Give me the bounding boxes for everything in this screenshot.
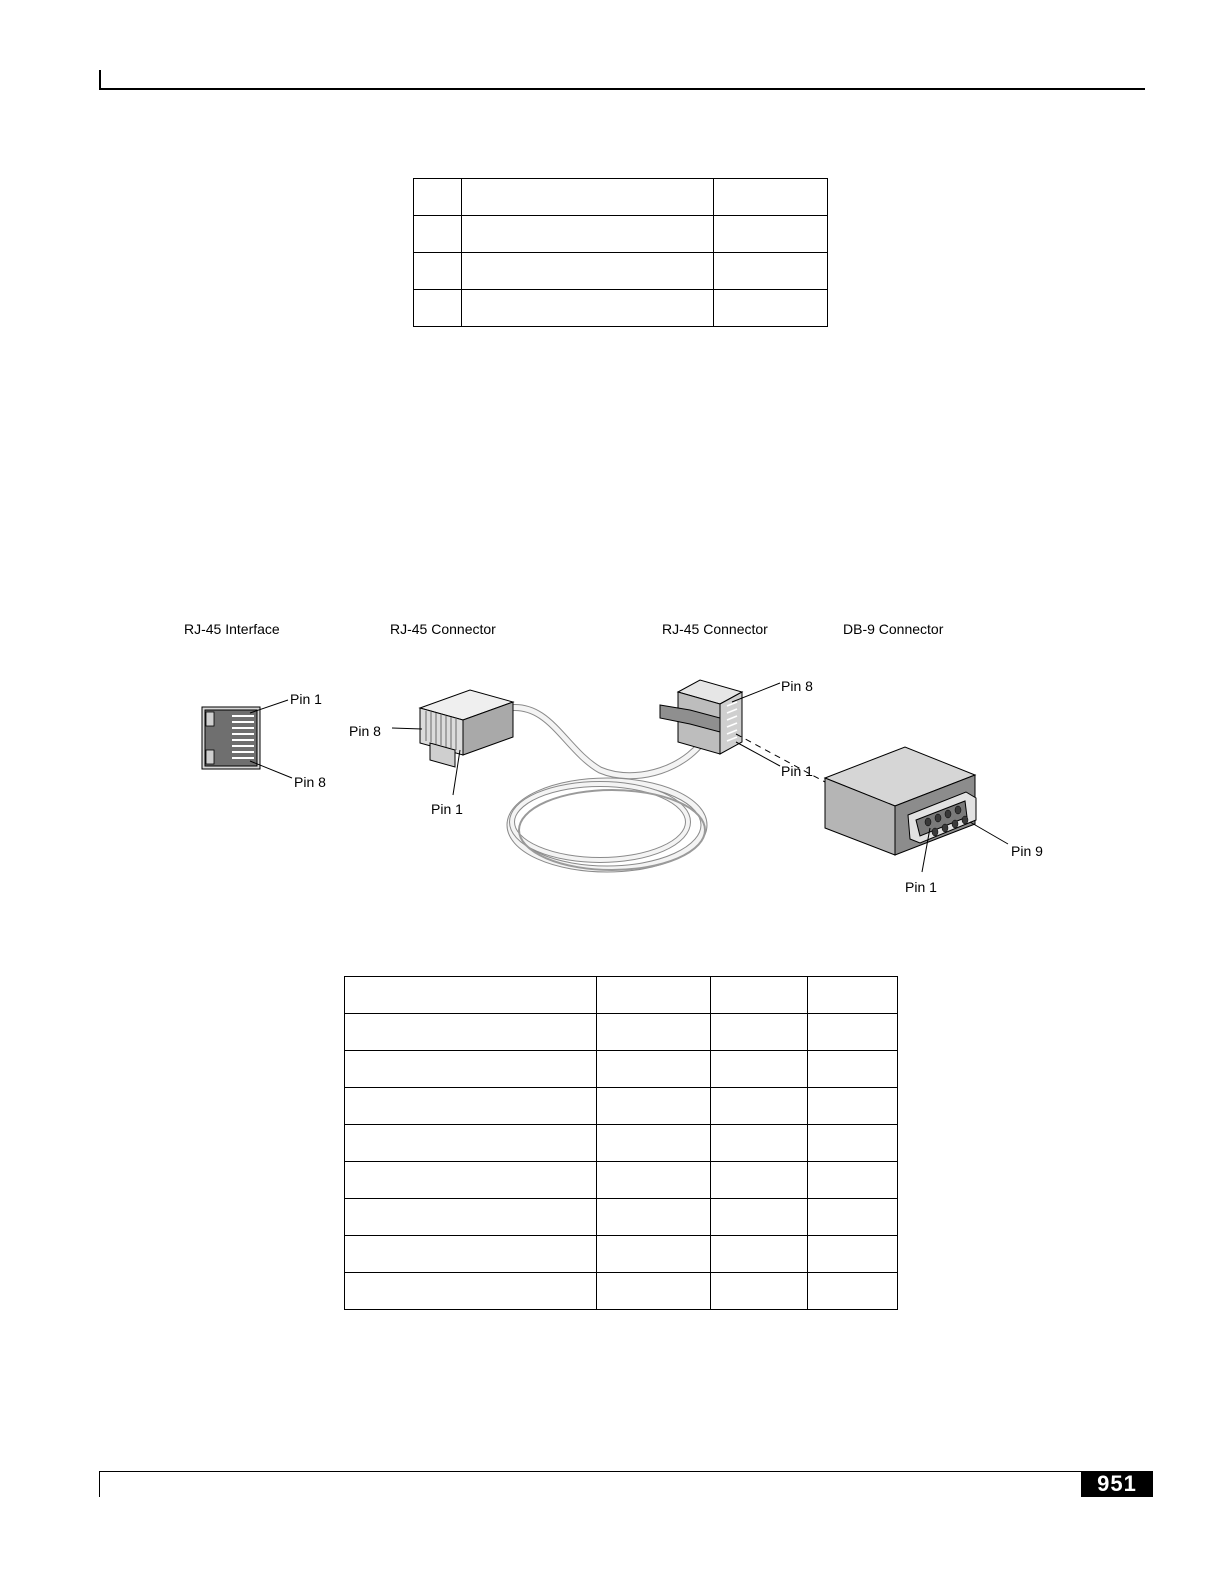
db9-pin9-label: Pin 9	[1011, 843, 1043, 859]
table-row	[345, 1162, 898, 1199]
db9-connector	[825, 747, 1008, 872]
table-row	[345, 1236, 898, 1273]
title-rj45-connector-b: RJ-45 Connector	[662, 621, 768, 637]
table-row	[414, 290, 828, 327]
table-row	[345, 1088, 898, 1125]
console-cable-diagram	[170, 610, 1070, 910]
conn-a-pin8-label: Pin 8	[349, 723, 381, 739]
header-rule	[99, 88, 1145, 90]
table-row	[345, 1125, 898, 1162]
title-rj45-interface: RJ-45 Interface	[184, 621, 280, 637]
table-row	[414, 253, 828, 290]
table-row	[414, 179, 828, 216]
pin-table-bottom	[344, 976, 898, 1310]
db9-pin1-label: Pin 1	[905, 879, 937, 895]
iface-pin8-label: Pin 8	[294, 774, 326, 790]
title-db9-connector: DB-9 Connector	[843, 621, 944, 637]
rj45-interface-jack	[202, 700, 292, 778]
page-number: 951	[1081, 1471, 1153, 1497]
table-row	[345, 1051, 898, 1088]
table-row	[345, 1199, 898, 1236]
table-row	[345, 1014, 898, 1051]
conn-a-pin1-label: Pin 1	[431, 801, 463, 817]
conn-b-pin1-label: Pin 1	[781, 763, 813, 779]
pin-table-top	[413, 178, 828, 327]
footer-rule	[99, 1471, 1153, 1472]
footer-rule-vertical	[99, 1471, 100, 1497]
table-row	[345, 977, 898, 1014]
conn-b-pin8-label: Pin 8	[781, 678, 813, 694]
table-row	[414, 216, 828, 253]
title-rj45-connector-a: RJ-45 Connector	[390, 621, 496, 637]
table-row	[345, 1273, 898, 1310]
header-rule-vertical	[99, 70, 101, 90]
rj45-connector-plug-a	[392, 690, 513, 795]
iface-pin1-label: Pin 1	[290, 691, 322, 707]
